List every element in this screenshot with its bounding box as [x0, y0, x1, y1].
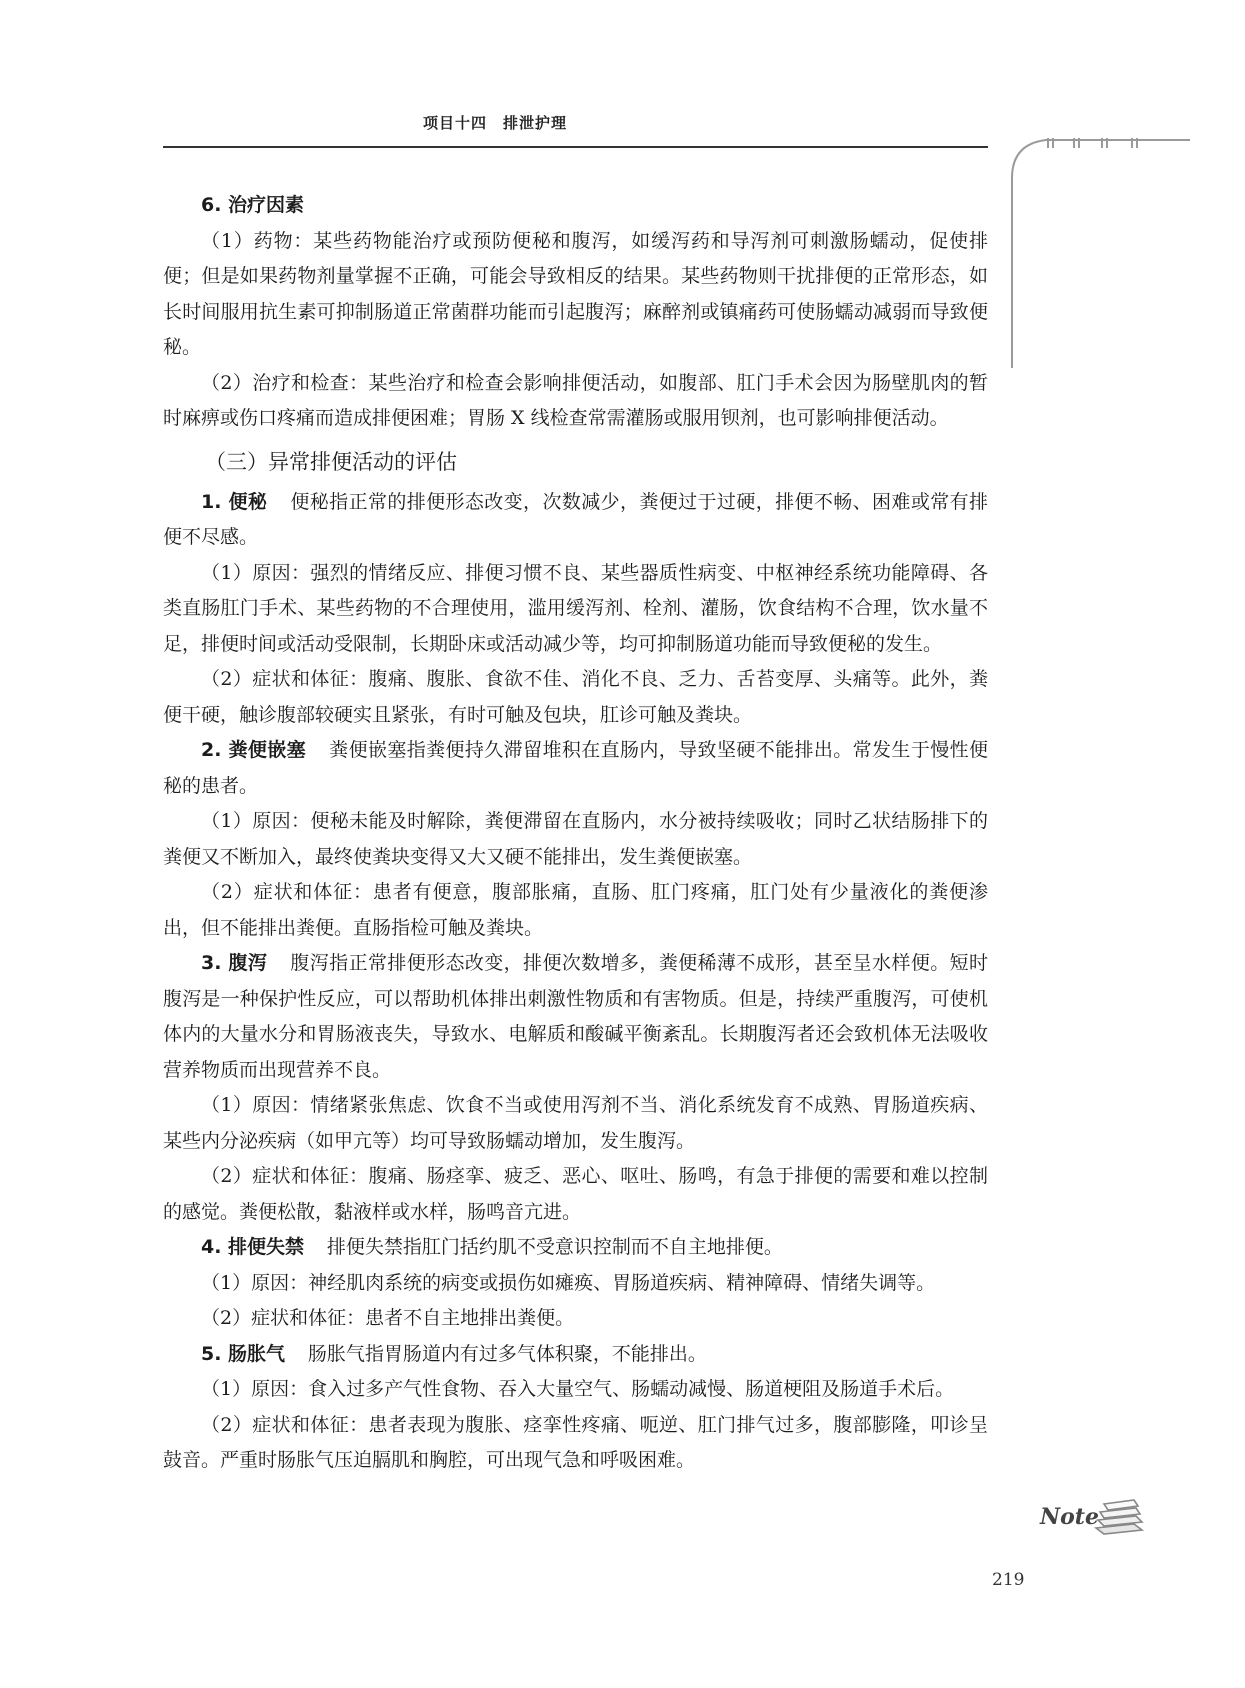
- paragraph-text: （2）症状和体征：腹痛、腹胀、食欲不佳、消化不良、乏力、舌苔变厚、头痛等。此外，粪便干硬，触诊腹部较硬实且紧张，有时可触及包块，肛诊可触及粪块。: [163, 668, 988, 726]
- page-body: [163, 188, 988, 1479]
- subheading-label: 6. 治疗因素: [201, 194, 305, 216]
- subheading: [163, 188, 988, 224]
- term-label: 4. 排便失禁: [201, 1236, 305, 1258]
- paragraph-text: 排便失禁指肛门括约肌不受意识控制而不自主地排便。: [326, 1236, 783, 1258]
- body-paragraph: [163, 733, 988, 804]
- paragraph-text: （1）药物：某些药物能治疗或预防便秘和腹泻，如缓泻药和导泻剂可刺激肠蠕动，促使排便；但是如果药物剂量掌握不正确，可能会导致相反的结果。某些药物则干扰排便的正常形态，如长时间服用抗生素可抑制肠道正常菌群功能而引起腹泻；麻醉剂或镇痛药可使肠蠕动减弱而导致便秘。: [163, 229, 988, 358]
- note-logo-text: Note: [1040, 1504, 1099, 1530]
- term-label: 2. 粪便嵌塞: [201, 739, 306, 761]
- paragraph-text: （1）原因：食入过多产气性食物、吞入大量空气、肠蠕动减慢、肠道梗阻及肠道手术后。: [201, 1378, 955, 1400]
- body-paragraph: [163, 556, 988, 663]
- body-paragraph: [163, 875, 988, 946]
- body-paragraph: [163, 1408, 988, 1479]
- paragraph-text: （1）原因：强烈的情绪反应、排便习惯不良、某些器质性病变、中枢神经系统功能障碍、各类直肠肛门手术、某些药物的不合理使用，滥用缓泻剂、栓剂、灌肠，饮食结构不合理，饮水量不足，排便时间或活动受限制，长期卧床或活动减少等，均可抑制肠道功能而导致便秘的发生。: [163, 561, 988, 655]
- paragraph-text: 粪便嵌塞指粪便持久滞留堆积在直肠内，导致坚硬不能排出。常发生于慢性便秘的患者。: [163, 739, 988, 797]
- header-rule: [163, 146, 988, 148]
- body-paragraph: [163, 1230, 988, 1266]
- margin-decoration-icon: [1010, 138, 1190, 368]
- paragraph-text: （2）症状和体征：患者有便意，腹部胀痛，直肠、肛门疼痛，肛门处有少量液化的粪便渗出，但不能排出粪便。直肠指检可触及粪块。: [163, 881, 988, 939]
- running-head: 项目十四 排泄护理: [422, 114, 567, 132]
- page-number: 219: [992, 1570, 1025, 1590]
- paragraph-text: 腹泻指正常排便形态改变，排便次数增多，粪便稀薄不成形，甚至呈水样便。短时腹泻是一种保护性反应，可以帮助机体排出刺激性物质和有害物质。但是，持续严重腹泻，可使机体内的大量水分和胃肠液丧失，导致水、电解质和酸碱平衡紊乱。长期腹泻者还会致机体无法吸收营养物质而出现营养不良。: [163, 952, 988, 1081]
- body-paragraph: [163, 1266, 988, 1302]
- paragraph-text: （2）症状和体征：患者不自主地排出粪便。: [201, 1307, 575, 1329]
- term-label: 5. 肠胀气: [201, 1342, 286, 1365]
- paragraph-text: 便秘指正常的排便形态改变，次数减少，粪便过于过硬，排便不畅、困难或常有排便不尽感。: [163, 490, 988, 548]
- body-paragraph: [163, 485, 988, 556]
- paragraph-text: （1）原因：便秘未能及时解除，粪便滞留在直肠内，水分被持续吸收；同时乙状结肠排下的粪便又不断加入，最终使粪块变得又大又硬不能排出，发生粪便嵌塞。: [163, 810, 988, 868]
- paragraph-text: （2）治疗和检查：某些治疗和检查会影响排便活动，如腹部、肛门手术会因为肠壁肌肉的暂时麻痹或伤口疼痛而造成排便困难；胃肠 X 线检查常需灌肠或服用钡剂，也可影响排便活动。: [163, 371, 988, 429]
- paragraph-text: （1）原因：情绪紧张焦虑、饮食不当或使用泻剂不当、消化系统发育不成熟、胃肠道疾病、某些内分泌疾病（如甲亢等）均可导致肠蠕动增加，发生腹泻。: [163, 1094, 988, 1152]
- paragraph-text: （2）症状和体征：患者表现为腹胀、痉挛性疼痛、呃逆、肛门排气过多，腹部膨隆，叩诊呈鼓音。严重时肠胀气压迫膈肌和胸腔，可出现气急和呼吸困难。: [163, 1413, 988, 1471]
- section-heading: （三）异常排便活动的评估: [205, 449, 457, 474]
- body-paragraph: [163, 1088, 988, 1159]
- body-paragraph: [163, 1159, 988, 1230]
- body-paragraph: [163, 946, 988, 1088]
- paragraph-text: 肠胀气指胃肠道内有过多气体积聚，不能排出。: [307, 1342, 707, 1365]
- body-paragraph: [163, 224, 988, 366]
- paragraph-text: （1）原因：神经肌肉系统的病变或损伤如瘫痪、胃肠道疾病、精神障碍、情绪失调等。: [201, 1271, 936, 1294]
- body-paragraph: [163, 662, 988, 733]
- term-label: 3. 腹泻: [201, 952, 268, 974]
- body-paragraph: [163, 804, 988, 875]
- body-paragraph: [163, 1301, 988, 1337]
- body-paragraph: [163, 1372, 988, 1408]
- body-paragraph: [163, 366, 988, 437]
- term-label: 1. 便秘: [201, 490, 268, 513]
- paragraph-text: （2）症状和体征：腹痛、肠痉挛、疲乏、恶心、呕吐、肠鸣，有急于排便的需要和难以控制的感觉。粪便松散，黏液样或水样，肠鸣音亢进。: [163, 1165, 988, 1223]
- body-paragraph: [163, 1337, 988, 1373]
